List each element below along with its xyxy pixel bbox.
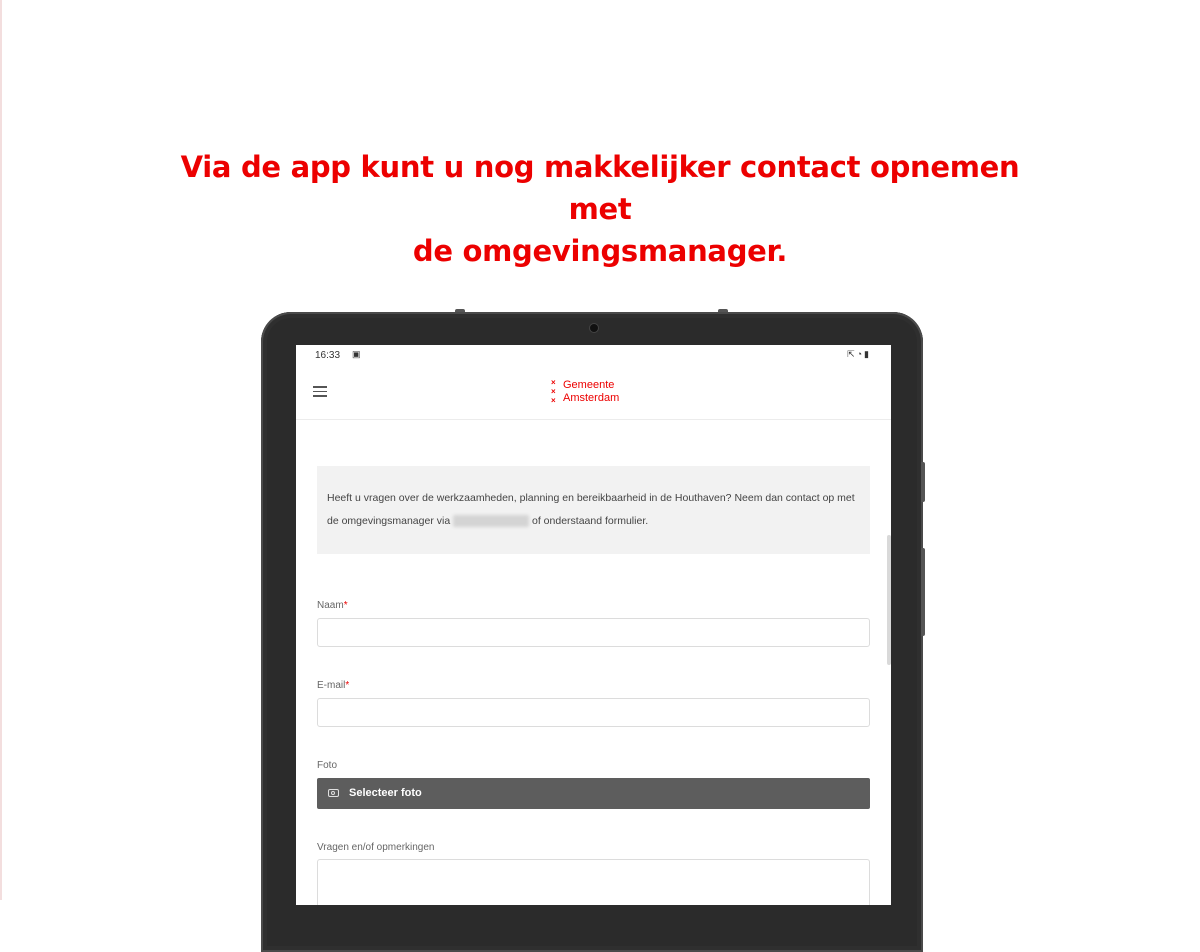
headline-line-2: de omgevingsmanager. <box>412 234 788 268</box>
contact-info-box <box>317 466 870 554</box>
logo-line-2: Amsterdam <box>563 392 620 404</box>
tablet-side-button-power <box>921 462 925 502</box>
logo-line-1: Gemeente <box>563 379 615 391</box>
status-icons <box>847 349 871 360</box>
name-label: Naam* <box>317 600 348 611</box>
headline-line-1: Via de app kunt u nog makkelijker contact opnemen met <box>180 150 1020 226</box>
redacted-phone-number <box>453 515 529 527</box>
wifi-icon: ◔ <box>856 349 865 359</box>
status-time: 16:33 <box>315 350 341 361</box>
contact-info-text <box>327 487 857 533</box>
questions-textarea[interactable] <box>317 859 870 905</box>
status-bar <box>296 345 891 367</box>
photo-label: Foto <box>317 760 338 771</box>
scrollbar[interactable] <box>887 535 891 665</box>
select-photo-button[interactable] <box>317 778 870 809</box>
promo-headline <box>150 146 1050 272</box>
email-input[interactable] <box>317 698 870 727</box>
info-text-before: Heeft u vragen over de werkzaamheden, planning en bereikbaarheid in de Houthaven? Neem dan contact op met de omgevingsmanager via <box>327 492 855 527</box>
page-edge <box>0 0 2 900</box>
tablet-side-button-volume <box>921 548 925 636</box>
amsterdam-crosses-icon: × × × <box>551 378 556 405</box>
select-photo-label: Selecteer foto <box>349 787 422 799</box>
image-notification-icon: ▣ <box>352 349 361 359</box>
questions-label: Vragen en/of opmerkingen <box>317 842 435 853</box>
battery-icon: ▮ <box>864 349 871 359</box>
camera-icon <box>328 789 339 797</box>
required-mark: * <box>343 600 348 611</box>
name-input[interactable] <box>317 618 870 647</box>
logo-text <box>563 379 619 405</box>
info-text-after: of onderstaand formulier. <box>532 515 649 527</box>
tablet-screen <box>296 345 891 905</box>
required-mark: * <box>345 680 350 691</box>
email-label: E-mail* <box>317 680 350 691</box>
signal-icon: ⇱ <box>847 349 857 359</box>
tablet-camera <box>590 324 598 332</box>
hamburger-menu-icon[interactable] <box>313 386 327 397</box>
app-bar <box>296 367 891 420</box>
